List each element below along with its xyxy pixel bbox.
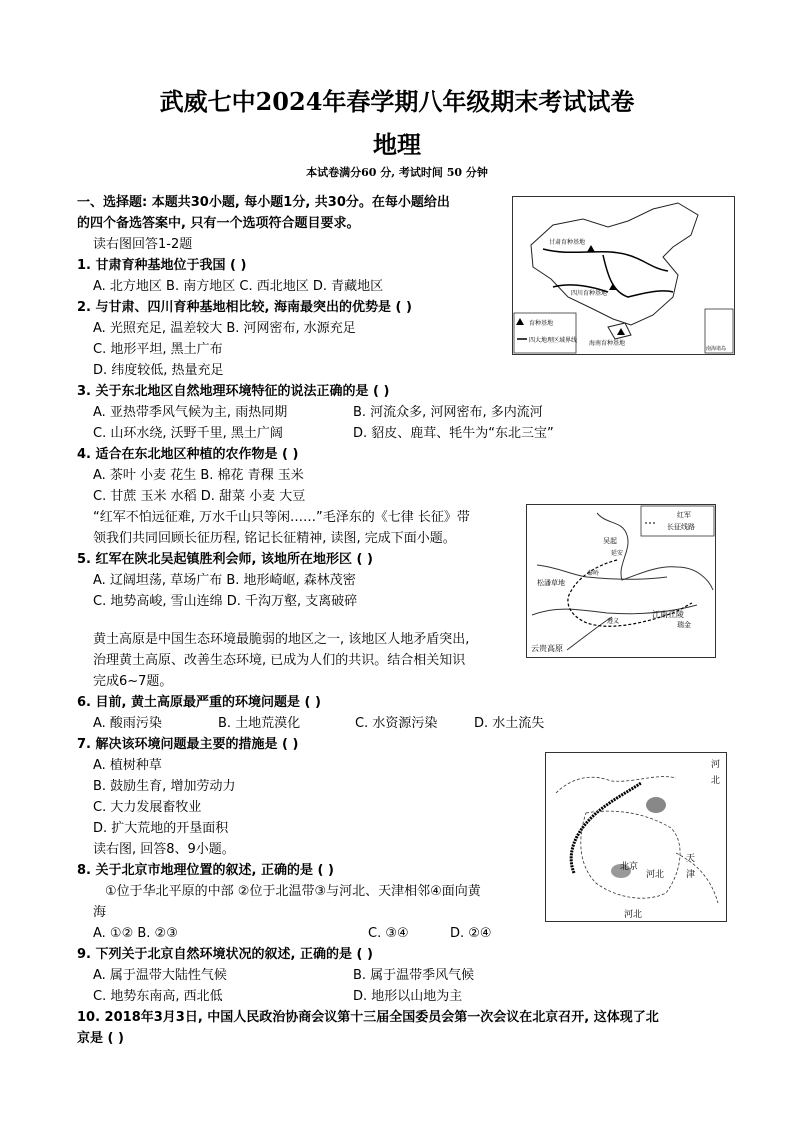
reservoir: [646, 797, 666, 813]
text-line: B. 鼓励生育, 增加劳动力: [93, 779, 236, 794]
text-line: 5. 红军在陕北吴起镇胜利会师, 该地所在地形区 ( ): [77, 552, 373, 567]
text-line: C. 山环水绕, 沃野千里, 黑土广阔: [93, 426, 283, 441]
exam-info: 本试卷满分60 分, 考试时间 50 分钟: [306, 166, 488, 179]
china-breeding-map: [512, 196, 735, 355]
hebei-bottom-label: 河北: [624, 910, 643, 920]
sichuan-base-marker: [609, 283, 617, 290]
qinling-label: 秦岭: [587, 570, 600, 577]
zunyi-label: 遵义: [607, 618, 620, 625]
text-line: 读右图回答1-2题: [93, 237, 193, 252]
text-line: C. 甘蔗 玉米 水稻 D. 甜菜 小麦 大豆: [93, 489, 306, 504]
text-line: 读右图, 回答8、9小题。: [93, 842, 235, 857]
text-line: C. ③④: [368, 926, 409, 941]
text-line: 黄土高原是中国生态环境最脆弱的地区之一, 该地区人地矛盾突出,: [93, 632, 470, 647]
text-line: A. 属于温带大陆性气候: [93, 968, 227, 983]
text-line: D. 貂皮、鹿茸、牦牛为“东北三宝”: [353, 426, 554, 441]
text-line: B. 属于温带季风气候: [353, 968, 475, 983]
text-line: 1. 甘肃育种基地位于我国 ( ): [77, 258, 247, 273]
text-line: A. 茶叶 小麦 花生 B. 棉花 青稞 玉米: [93, 468, 304, 483]
yanan-label: 延安: [611, 550, 624, 557]
text-line: D. 水土流失: [474, 716, 545, 731]
long-march-map: [526, 504, 716, 658]
text-line: 一、选择题: 本题共30小题, 每小题1分, 共30分。在每小题给出: [77, 195, 450, 210]
text-line: 治理黄土高原、改善生态环境, 已成为人们的共识。结合相关知识: [93, 653, 466, 668]
text-line: B. 河流众多, 河网密布, 多内流河: [353, 405, 543, 420]
subject-title: 地理: [373, 130, 421, 159]
bei-label: 北: [711, 776, 721, 786]
text-line: A. 亚热带季风气候为主, 雨热同期: [93, 405, 288, 420]
text-line: 9. 下列关于北京自然环境状况的叙述, 正确的是 ( ): [77, 947, 373, 962]
legend-sub: 长征线路: [667, 523, 695, 531]
text-line: 完成6~7题。: [93, 674, 173, 689]
tian-label: 天: [686, 854, 696, 864]
gansu-label: 甘肃育种基地: [549, 239, 586, 246]
hebei-mid-label: 河北: [646, 870, 665, 880]
beijing-boundary: [581, 811, 680, 898]
sichuan-label: 四川育种基地: [571, 290, 608, 297]
yungui-label: 云贵高原: [531, 644, 563, 653]
ruijin-label: 瑞金: [677, 621, 691, 629]
text-line: 4. 适合在东北地区种植的农作物是 ( ): [77, 447, 299, 462]
text-line: A. 酸雨污染: [93, 716, 162, 731]
songpan-label: 松潘草地: [537, 579, 565, 587]
text-line: C. 水资源污染: [355, 716, 438, 731]
text-line: C. 地形平坦, 黑土广布: [93, 342, 223, 357]
text-line: 2. 与甘肃、四川育种基地相比较, 海南最突出的优势是 ( ): [77, 300, 412, 315]
text-line: C. 地势东南高, 西北低: [93, 989, 223, 1004]
text-line: A. 植树种草: [93, 758, 162, 773]
text-line: 8. 关于北京市地理位置的叙述, 正确的是 ( ): [77, 863, 334, 878]
text-line: 的四个备选答案中, 只有一个选项符合题目要求。: [77, 216, 360, 231]
inset-label: 南海诸岛: [706, 346, 727, 352]
text-line: D. ②④: [450, 926, 492, 941]
text-line: D. 扩大荒地的开垦面积: [93, 821, 229, 836]
text-line: D. 地形以山地为主: [353, 989, 463, 1004]
beijing-label: 北京: [620, 862, 639, 872]
text-line: C. 大力发展畜牧业: [93, 800, 202, 815]
text-line: A. ①② B. ②③: [93, 926, 178, 941]
text-line: C. 地势高峻, 雪山连绵 D. 千沟万壑, 支离破碎: [93, 594, 358, 609]
text-line: B. 土地荒漠化: [218, 716, 301, 731]
hainan-label: 海南育种基地: [589, 340, 626, 347]
exam-title: 武威七中2024年春学期八年级期末考试试卷: [159, 87, 635, 116]
text-line: 领我们共同回顾长征历程, 铭记长征精神, 读图, 完成下面小题。: [93, 531, 456, 546]
beijing-map: [545, 752, 727, 922]
jiangnan-label: 江南丘陵: [652, 610, 684, 619]
legend-box: [514, 313, 576, 353]
text-line: ①位于华北平原的中部 ②位于北温带③与河北、天津相邻④面向黄: [105, 884, 481, 899]
text-line: 10. 2018年3月3日, 中国人民政治协商会议第十三届全国委员会第一次会议在北京召开, 这体现了北: [77, 1010, 659, 1025]
text-line: A. 辽阔坦荡, 草场广布 B. 地形崎岖, 森林茂密: [93, 573, 356, 588]
gansu-base-marker: [587, 245, 595, 252]
hainan-base-marker: [617, 328, 625, 335]
wuqi-label: 吴起: [603, 537, 617, 545]
text-line: “红军不怕远征难, 万水千山只等闲……”毛泽东的《七律 长征》带: [93, 510, 470, 525]
text-line: 6. 目前, 黄土高原最严重的环境问题是 ( ): [77, 695, 321, 710]
text-line: 7. 解决该环境问题最主要的措施是 ( ): [77, 737, 299, 752]
jin-label: 津: [686, 870, 696, 880]
legend-base: 育种基地: [529, 320, 554, 327]
great-wall: [571, 783, 641, 873]
text-line: D. 纬度较低, 热量充足: [93, 363, 224, 378]
he-label: 河: [711, 760, 721, 770]
text-line: A. 北方地区 B. 南方地区 C. 西北地区 D. 青藏地区: [93, 279, 384, 294]
text-line: 3. 关于东北地区自然地理环境特征的说法正确的是 ( ): [77, 384, 390, 399]
legend-boundary: 四大地理区域界线: [529, 337, 578, 344]
text-line: 海: [93, 905, 107, 920]
legend-title: 红军: [677, 511, 691, 519]
text-line: 京是 ( ): [77, 1031, 124, 1046]
text-line: A. 光照充足, 温差较大 B. 河网密布, 水源充足: [93, 321, 356, 336]
